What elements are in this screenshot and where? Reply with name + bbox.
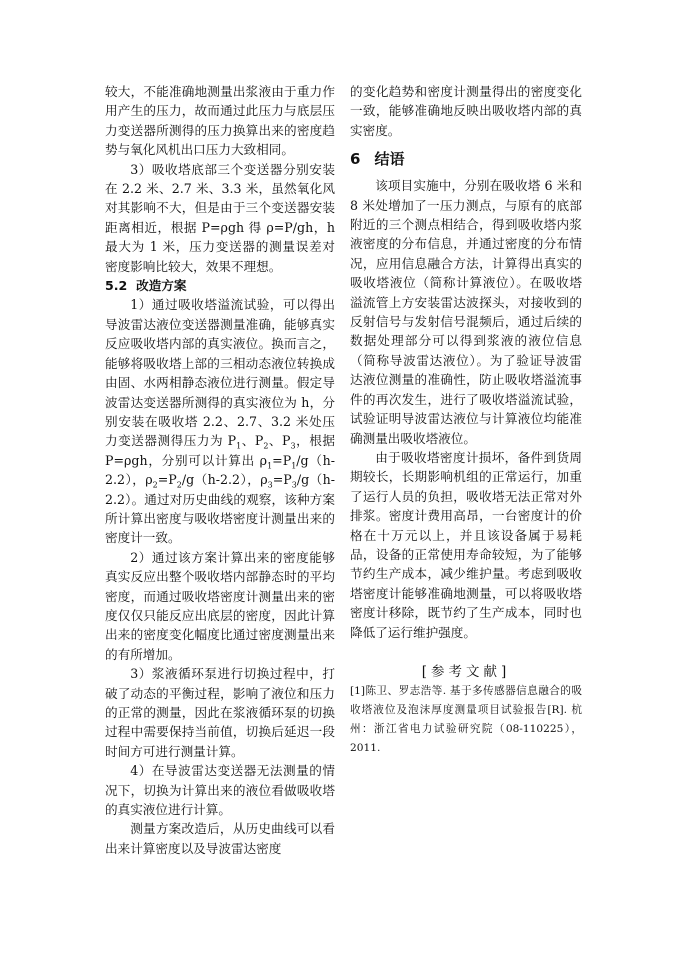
- paragraph-intro: 较大，不能准确地测量出浆液由于重力作用产生的压力，故而通过此压力与底层压力变送器所测得的压力换算出来的密度趋势与氧化风机出口压力大致相同。: [105, 84, 335, 158]
- section-number: 5.2: [105, 278, 128, 294]
- paragraph-conclusion-1: 该项目实施中，分别在吸收塔 6 米和 8 米处增加了一压力测点，与原有的底部附近的三个测点相结合，得到吸收塔内浆液密度的分布信息，并通过密度的分布情况，应用信息融合方法，计算得出真实的吸收塔液位（简称计算液位）。在吸收塔溢流管上方安装雷达波探头，对接收到的反射信号与发射信号混频后，通过后续的数据处理部分可以得到浆液的液位信息（简称导波雷达液位）。为了验证导波雷达液位测量的准确性，防止吸收塔溢流事件的再次发生，进行了吸收塔溢流试验，试验证明导波雷达液位与计算液位均能准确测量出吸收塔液位。: [350, 178, 582, 446]
- right-column: [350, 82, 582, 758]
- section-heading-5-2: [105, 276, 335, 295]
- left-column: [105, 82, 335, 858]
- references-heading: [参考文献]: [421, 663, 511, 680]
- section-title: 改造方案: [136, 278, 187, 294]
- section-title: 结语: [374, 150, 405, 169]
- paragraph-plan-2: 2）通过该方案计算出来的密度能够真实反应出整个吸收塔内部静态时的平均密度，而通过吸收塔密度计测量出来的密度仅仅只能反应出底层的密度，因此计算出来的密度变化幅度比通过密度测量出来的有所增加。: [105, 549, 335, 662]
- paragraph-continued: 的变化趋势和密度计测量得出的密度变化一致，能够准确地反映出吸收塔内部的真实密度。: [350, 84, 582, 138]
- paragraph-after: 测量方案改造后，从历史曲线可以看出来计算密度以及导波雷达密度: [105, 821, 335, 856]
- reference-item: [1]陈卫、罗志浩等. 基于多传感器信息融合的吸收塔液位及泡沫厚度测量项目试验报告[R]. 杭州：浙江省电力试验研究院（08-110225），2011.: [350, 684, 582, 754]
- section-number: 6: [350, 150, 361, 169]
- paragraph-plan-3: 3）浆液循环泵进行切换过程中，打破了动态的平衡过程，影响了液位和压力的正常的测量，因此在浆液循环泵的切换过程中需要保持当前值，切换后延迟一段时间方可进行测量计算。: [105, 666, 335, 759]
- section-heading-6: [350, 148, 582, 170]
- paragraph-plan-1: 1）通过吸收塔溢流试验，可以得出导波雷达液位变送器测量准确，能够真实反应吸收塔内部的真实液位。换而言之，能够将吸收塔上部的三相动态液位转换成由固、水两相静态液位进行测量。假定导波雷达变送器所测得的真实液位为 h，分别安装在吸收塔 2.2、2.7、3.2 米处压力变送器测得压力为 $P_1$、$P_2$、$P_3$，根据 P=ρgh，分别可以计算出 $\rho_1=P_1/g(h-2.2)$，$\rho_2=P_2/g(h-2.2)$，$\rho_3=P_3/g(h-2.2)$。通过对历史曲线的观察，该种方案所计算出密度与吸收塔密度计测量出来的密度计一致。: [105, 297, 336, 546]
- paragraph-item-3: 3）吸收塔底部三个变送器分别安装在 2.2 米、2.7 米、3.3 米，虽然氧化风对其影响不大，但是由于三个变送器安装距离相近，根据 P=ρgh 得 ρ=P/gh，h 最大为 1 米，压力变送器的测量误差对密度影响比较大，效果不理想。: [105, 161, 335, 274]
- paragraph-plan-4: 4）在导波雷达变送器无法测量的情况下，切换为计算出来的液位看做吸收塔的真实液位进行计算。: [105, 763, 335, 818]
- paragraph-conclusion-2: 由于吸收塔密度计损坏，备件到货周期较长，长期影响机组的正常运行，加重了运行人员的负担，吸收塔无法正常对外排浆。密度计费用高昂，一台密度计的价格在十万元以上，并且该设备属于易耗品，设备的正常使用寿命较短，为了能够节约生产成本，减少维护量。考虑到吸收塔密度计能够准确地测量，可以将吸收塔密度计移除，既节约了生产成本，同时也降低了运行维护强度。: [350, 449, 582, 640]
